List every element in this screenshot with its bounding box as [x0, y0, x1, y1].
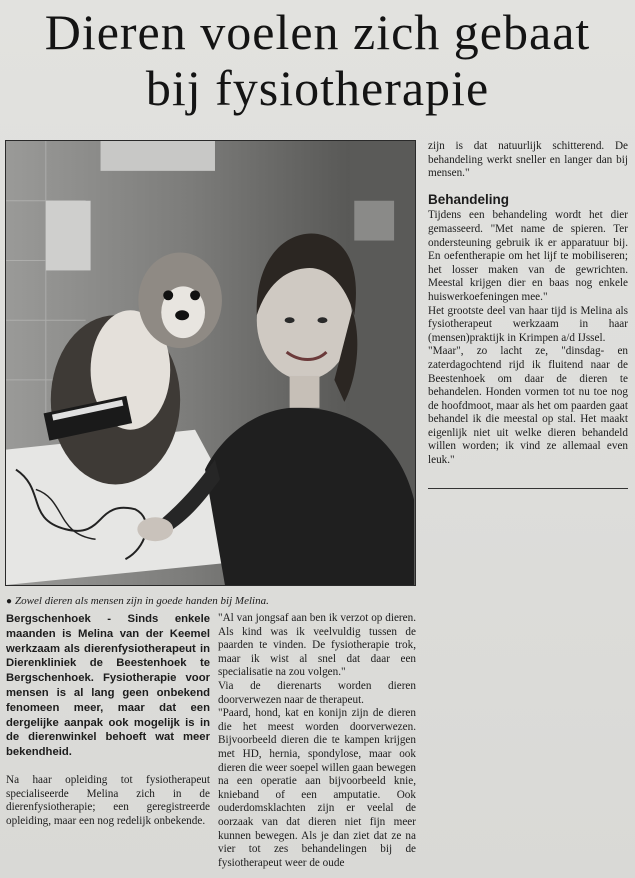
caption-bullet: ● [6, 596, 13, 607]
headline-line-1: Dieren voelen zich gebaat [44, 4, 591, 60]
paragraph: Het grootste deel van haar tijd is Melina als fysiotherapeut werkzaam in haar (mensen)praktijk in Krimpen a/d IJssel. [428, 304, 628, 344]
paragraph: zijn is dat natuurlijk schitterend. De behandeling werkt sneller en langer dan bij mensen." [428, 140, 628, 180]
caption-text: Zowel dieren als mensen zijn in goede handen bij Melina. [15, 595, 269, 607]
subheading: Behandeling [428, 191, 510, 207]
headline-line-2: bij fysiotherapie [145, 60, 490, 116]
article-photo [5, 140, 416, 586]
paragraph: "Paard, hond, kat en konijn zijn de dieren die het meest worden doorverwezen. Bijvoorbeeld dieren die te kampen krijgen met HD, hernia, spondylose, maar ook dieren die weer soepel willen gaan bewegen na een operatie aan bijvoorbeeld knie, knieband of een amputatie. Ook ouderdomsklachten zijn er veelal de oorzaak van dat dieren niet fijn meer kunnen bewegen. Als je dan ziet dat ze na vier tot zes behandelingen bij de fysiotherapeut weer de oude [218, 707, 416, 869]
paragraph: Via de dierenarts worden dieren doorverwezen naar de therapeut. [218, 679, 416, 706]
lead-paragraph: Bergschenhoek - Sinds enkele maanden is Melina van der Keemel werkzaam als dierenfysiotherapeut in Dierenkliniek de Beestenhoek te Bergschenhoek. Fysiotherapie voor mensen is al lang geen onbekend fenomeen meer, maar dat een dergelijke aanpak ook mogelijk is in de dierenwinkel behoeft wat meer bekendheid. [6, 613, 210, 759]
paragraph: Tijdens een behandeling wordt het dier gemasseerd. "Met name de spieren. Ter ondersteuning gebruik ik er apparatuur bij. En oefentherapie om het lijf te mobiliseren; het losser maken van de gewrichten. Meestal krijgen dier en baas nog enkele huiswerkoefeningen mee." [428, 209, 628, 303]
headline [0, 0, 635, 140]
paragraph: "Maar", zo lacht ze, "dinsdag- en zaterdagochtend rijd ik fluitend naar de Beestenhoek om daar de dieren te behandelen. Honden vormen tot nu toe nog de hoofdmoot, maar als het om paarden gaat behandel ik die meestal op stal. Het maakt eigenlijk niet uit welke dieren behandeld willen worden; ik vind ze allemaal even leuk." [428, 345, 628, 467]
photo-illustration [6, 141, 415, 585]
column-divider [428, 488, 628, 489]
column-lower-right [218, 612, 416, 870]
paragraph: Na haar opleiding tot fysiotherapeut specialiseerde Melina zich in de dierenfysiotherapie; een geregistreerde opleiding, maar een nog redelijk onbekende. [6, 773, 210, 827]
column-right [428, 140, 628, 489]
photo-caption [6, 594, 416, 609]
column-lower-left [6, 612, 210, 828]
paragraph: "Al van jongsaf aan ben ik verzot op dieren. Als kind was ik veelvuldig tussen de paarden te vinden. De fysiotherapie trok, maar ik wist al snel dat daar een specialisatie na zou volgen." [218, 612, 416, 679]
